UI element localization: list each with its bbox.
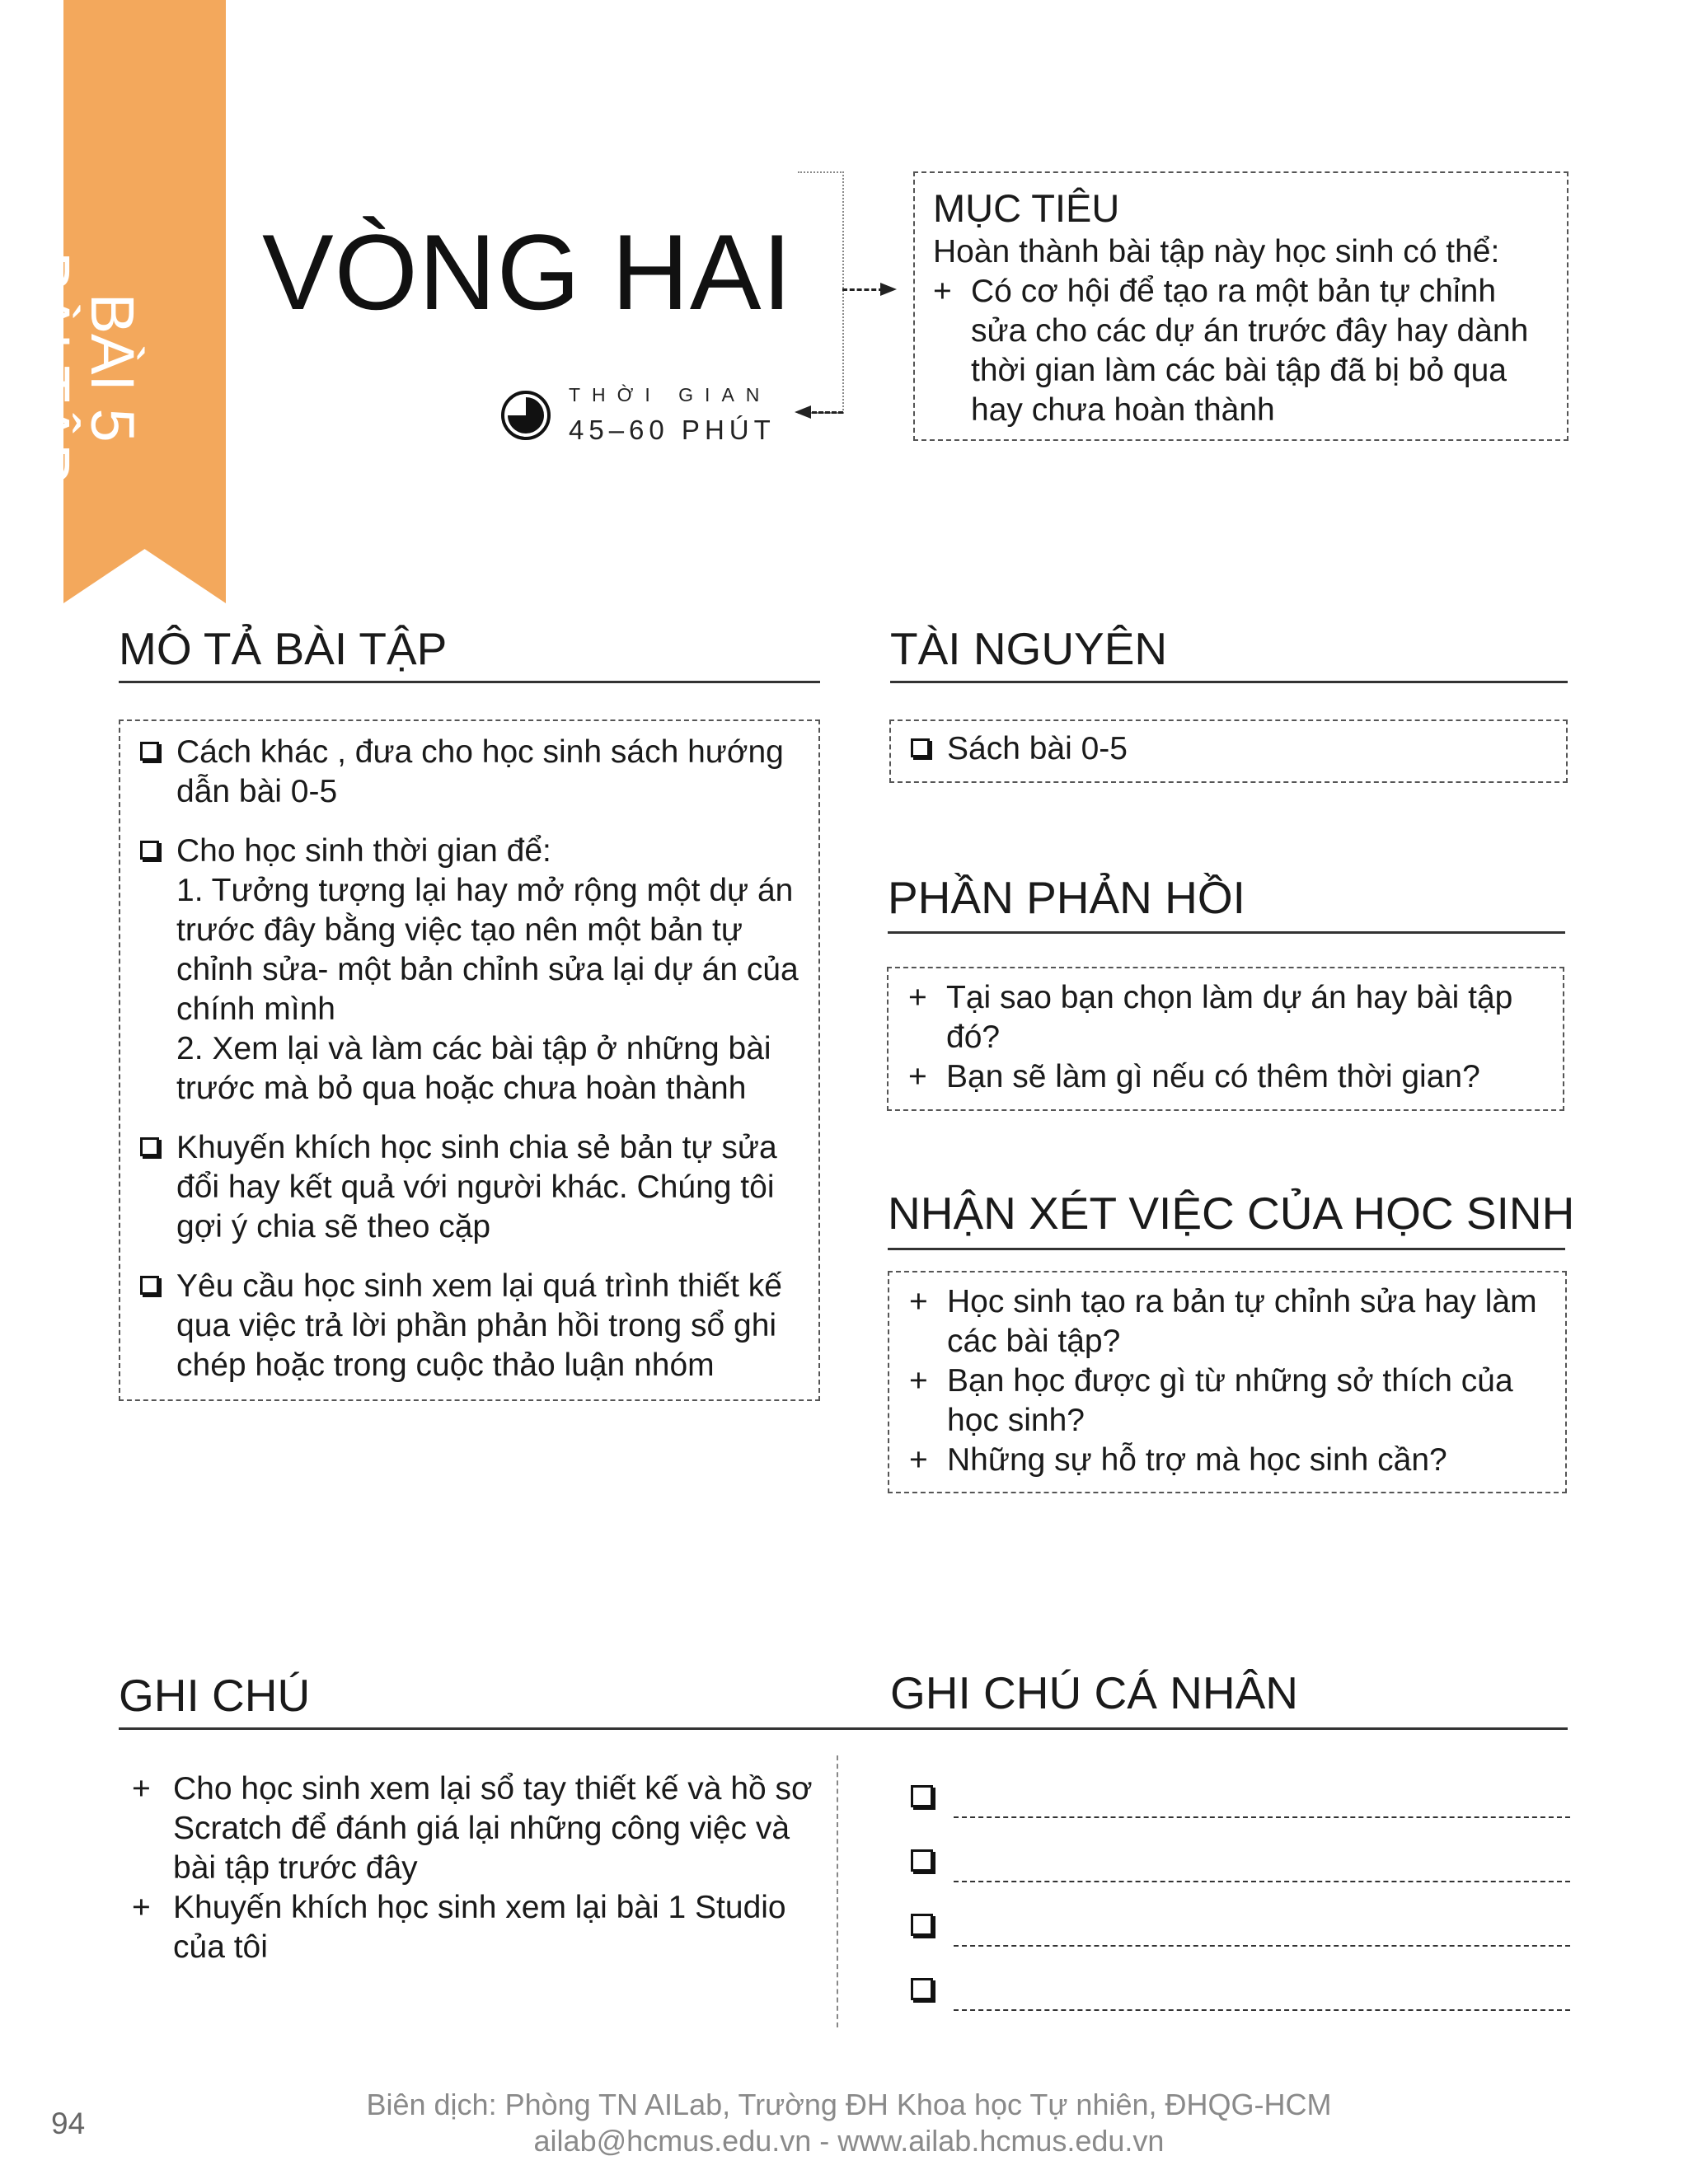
personal-note-row[interactable] — [911, 1978, 1570, 2011]
review-item: + Học sinh tạo ra bản tự chỉnh sửa hay làm các bài tập? — [909, 1282, 1545, 1361]
page-title: VÒNG HAI — [262, 212, 793, 332]
resource-item: Sách bài 0-5 — [911, 729, 1546, 769]
note-line[interactable] — [954, 1945, 1570, 1947]
review-title: NHẬN XÉT VIỆC CỦA HỌC SINH — [888, 1188, 1575, 1239]
description-item: Cho học sinh thời gian để: 1. Tưởng tượng lại hay mở rộng một dự án trước đây bằng việc tạo nên một bản tự chỉnh sửa- một bản chỉnh sửa lại dự án của chính mình 2. Xem lại và làm các bài tập ở những bài trước mà bỏ qua hoặc chưa hoàn thành — [140, 832, 799, 1108]
checkbox-icon[interactable] — [911, 1785, 933, 1807]
checkbox-icon — [140, 742, 159, 761]
time-value: 45–60 PHÚT — [569, 415, 776, 445]
description-subitem: 1. Tưởng tượng lại hay mở rộng một dự án trước đây bằng việc tạo nên một bản tự chỉnh sửa- một bản chỉnh sửa lại dự án của chính mình — [176, 873, 799, 1027]
notes-divider — [837, 1755, 838, 2027]
feedback-box — [887, 967, 1564, 1111]
note-line[interactable] — [954, 2009, 1570, 2011]
personal-note-row[interactable] — [911, 1785, 1570, 1818]
arrow-right-line — [842, 288, 884, 291]
review-item: + Những sự hỗ trợ mà học sinh cần? — [909, 1441, 1545, 1480]
checkbox-icon[interactable] — [911, 1978, 933, 2000]
note-line[interactable] — [954, 1881, 1570, 1882]
notes-item: + Cho học sinh xem lại sổ tay thiết kế và hồ sơ Scratch để đánh giá lại những công việc và bài tập trước đây — [132, 1769, 816, 1888]
checkbox-icon — [140, 1137, 159, 1156]
personal-note-row[interactable] — [911, 1914, 1570, 1947]
objective-box — [913, 171, 1568, 441]
description-title: MÔ TẢ BÀI TẬP — [119, 623, 448, 674]
footer — [313, 2087, 1385, 2159]
lesson-type: BÀI TẬP — [14, 251, 82, 485]
description-item: Cách khác , đưa cho học sinh sách hướng dẫn bài 0-5 — [140, 733, 799, 812]
arrow-right-icon — [879, 279, 898, 299]
notes-item: + Khuyến khích học sinh xem lại bài 1 Studio của tôi — [132, 1888, 816, 1967]
description-rule — [119, 681, 820, 683]
checkbox-icon — [911, 738, 930, 757]
arrow-left-icon — [793, 402, 813, 422]
feedback-item: + Tại sao bạn chọn làm dự án hay bài tập đó? — [908, 978, 1543, 1057]
objective-title: MỤC TIÊU — [933, 186, 1120, 230]
checkbox-icon — [140, 841, 159, 860]
lesson-number: BÀI 5 — [78, 293, 147, 443]
description-item: Yêu cầu học sinh xem lại quá trình thiết kế qua việc trả lời phần phản hồi trong sổ ghi chép hoặc trong cuộc thảo luận nhóm — [140, 1267, 799, 1385]
time-label: THỜI GIAN — [569, 384, 771, 405]
review-rule — [888, 1248, 1565, 1250]
description-item: Khuyến khích học sinh chia sẻ bản tự sửa đổi hay kết quả với người khác. Chúng tôi gợi ý chia sẽ theo cặp — [140, 1128, 799, 1247]
checkbox-icon — [140, 1276, 159, 1295]
personal-notes-title: GHI CHÚ CÁ NHÂN — [890, 1667, 1299, 1718]
notes-rule — [119, 1727, 1568, 1730]
footer-credit: Biên dịch: Phòng TN AILab, Trường ĐH Khoa học Tự nhiên, ĐHQG-HCM — [366, 2088, 1332, 2121]
feedback-rule — [888, 931, 1565, 934]
feedback-title: PHẦN PHẢN HỒI — [888, 872, 1245, 923]
objective-item: + Có cơ hội để tạo ra một bản tự chỉnh sửa cho các dự án trước đây hay dành thời gian làm các bài tập đã bị bỏ qua hay chưa hoàn thành — [933, 272, 1549, 430]
description-subitem: 2. Xem lại và làm các bài tập ở những bài trước mà bỏ qua hoặc chưa hoàn thành — [176, 1031, 771, 1106]
connector-bracket — [798, 171, 844, 414]
lesson-ribbon-label — [14, 251, 147, 485]
clock-icon — [500, 390, 551, 441]
review-item: + Bạn học được gì từ những sở thích của học sinh? — [909, 1361, 1545, 1441]
notes-list — [132, 1769, 816, 1967]
arrow-left-line — [812, 411, 843, 414]
resources-title: TÀI NGUYÊN — [890, 623, 1168, 674]
resources-box — [889, 719, 1568, 783]
checkbox-icon[interactable] — [911, 1914, 933, 1936]
page-number: 94 — [51, 2107, 86, 2140]
notes-title: GHI CHÚ — [119, 1670, 311, 1721]
description-box — [119, 719, 820, 1401]
resources-rule — [890, 681, 1568, 683]
review-box — [888, 1271, 1567, 1493]
feedback-item: + Bạn sẽ làm gì nếu có thêm thời gian? — [908, 1057, 1543, 1097]
note-line[interactable] — [954, 1816, 1570, 1818]
checkbox-icon[interactable] — [911, 1849, 933, 1872]
personal-note-row[interactable] — [911, 1849, 1570, 1882]
footer-contact: ailab@hcmus.edu.vn - www.ailab.hcmus.edu.vn — [533, 2124, 1165, 2158]
objective-lead: Hoàn thành bài tập này học sinh có thể: — [933, 234, 1500, 269]
